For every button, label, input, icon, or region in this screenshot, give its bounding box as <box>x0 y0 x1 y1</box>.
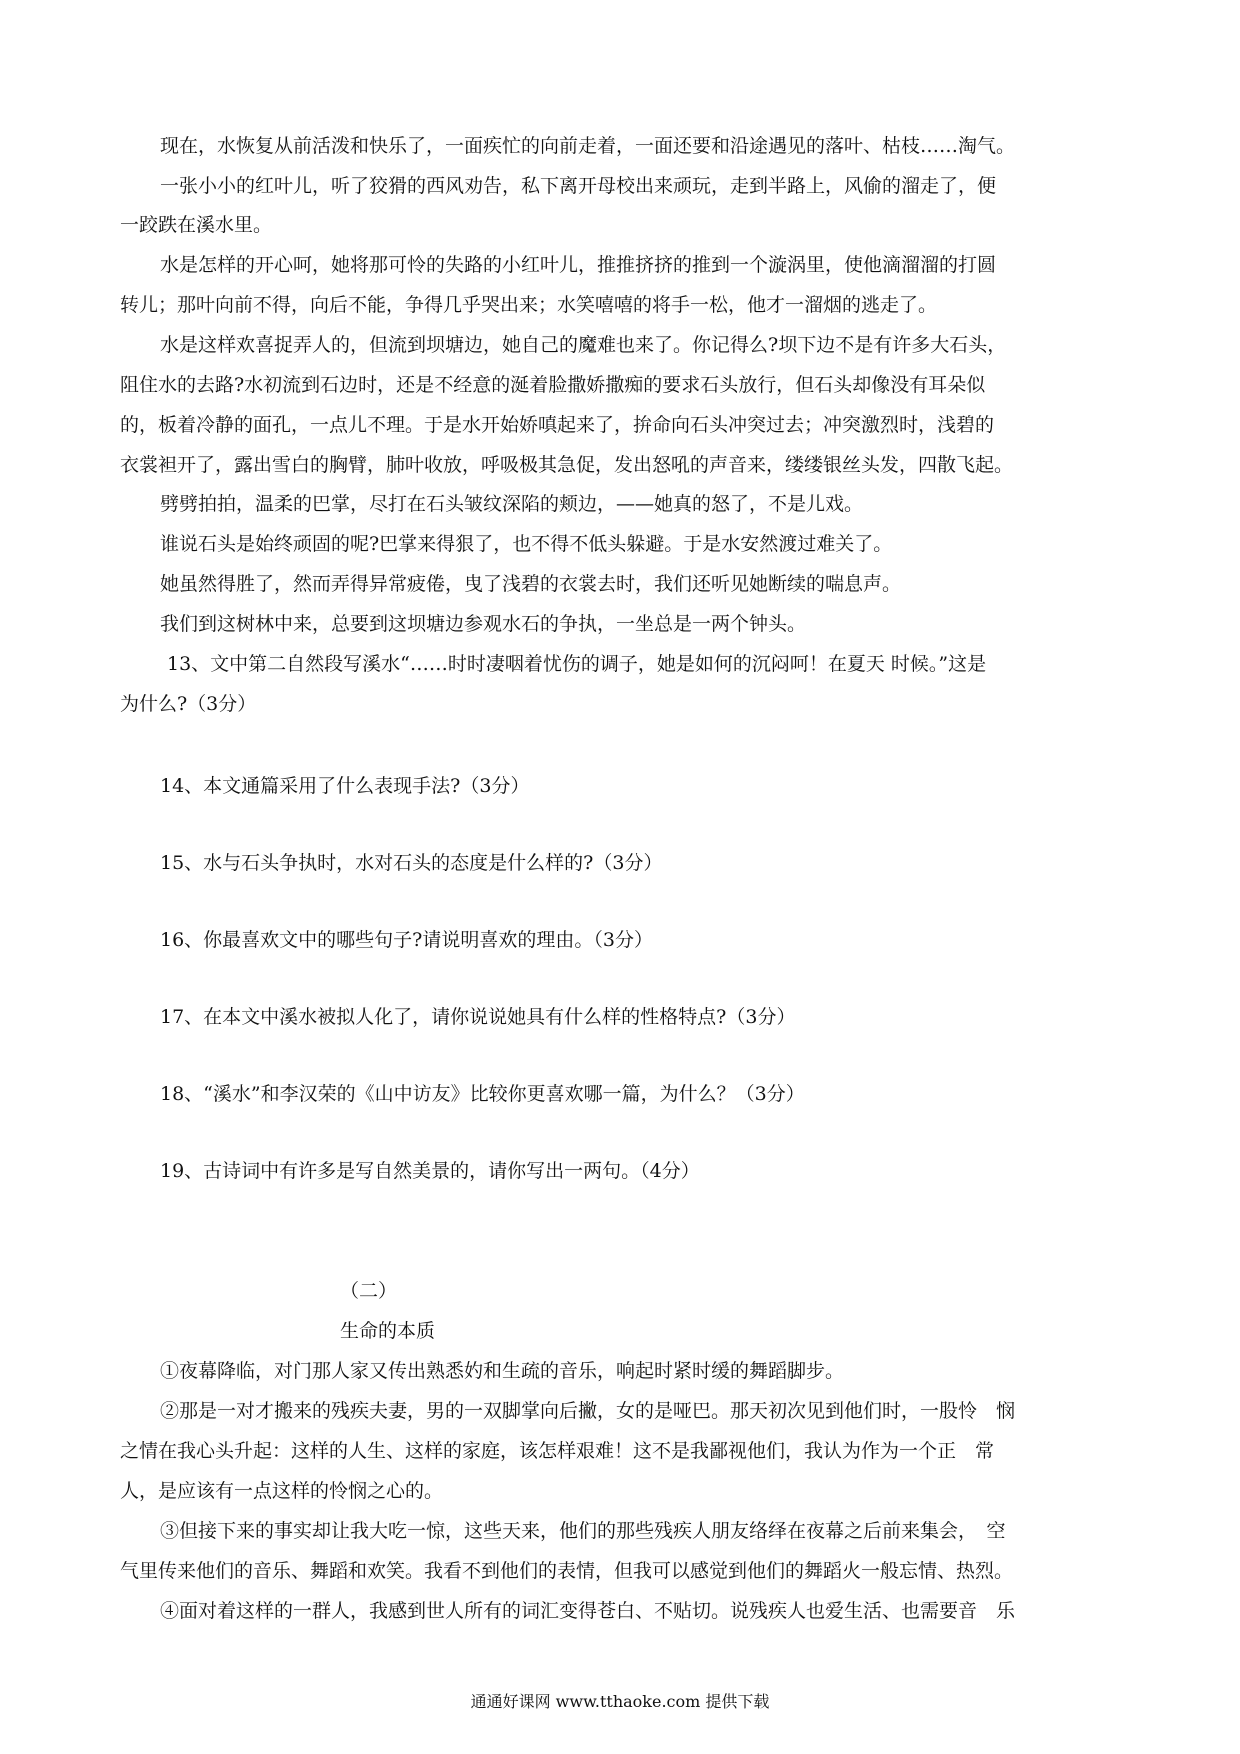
paragraph-line: 劈劈拍拍，温柔的巴掌，尽打在石头皱纹深陷的颊边，——她真的怒了，不是儿戏。 <box>160 493 864 515</box>
question-16: 16、你最喜欢文中的哪些句子?请说明喜欢的理由。（3分） <box>160 929 653 951</box>
section-title: 生命的本质 <box>340 1320 436 1342</box>
paragraph-line: 她虽然得胜了，然而弄得异常疲倦，曳了浅碧的衣裳去时，我们还听见她断续的喘息声。 <box>160 573 902 595</box>
paragraph-line: 一跤跌在溪水里。 <box>120 214 273 236</box>
paragraph-line: 人，是应该有一点这样的怜悯之心的。 <box>120 1480 444 1502</box>
paragraph-line: 现在，水恢复从前活泼和快乐了，一面疾忙的向前走着，一面还要和沿途遇见的落叶、枯枝……淘气。 <box>160 135 1016 157</box>
question-19: 19、古诗词中有许多是写自然美景的，请你写出一两句。（4分） <box>160 1160 700 1182</box>
paragraph-line: 我们到这树林中来，总要到这坝塘边参观水石的争执，一坐总是一两个钟头。 <box>160 613 807 635</box>
paragraph-line: 谁说石头是始终顽固的呢?巴掌来得狠了，也不得不低头躲避。于是水安然渡过难关了。 <box>160 533 893 555</box>
question-18: 18、“溪水”和李汉荣的《山中访友》比较你更喜欢哪一篇，为什么？（3分） <box>160 1083 805 1105</box>
paragraph-line: 转儿；那叶向前不得，向后不能，争得几乎哭出来；水笑嘻嘻的将手一松，他才一溜烟的逃走了。 <box>120 294 938 316</box>
section-number: （二） <box>340 1280 398 1302</box>
page-footer: 通通好课网 www.tthaoke.com 提供下载 <box>470 1692 770 1711</box>
paragraph-line: ②那是一对才搬来的残疾夫妻，男的一双脚掌向后撇，女的是哑巴。那天初次见到他们时，一股怜 悯 <box>160 1400 1016 1422</box>
paragraph-line: 阻住水的去路?水初流到石边时，还是不经意的涎着脸撒娇撒痴的要求石头放行，但石头却像没有耳朵似 <box>120 374 986 396</box>
paragraph-line: ①夜幕降临，对门那人家又传出熟悉妁和生疏的音乐，响起时紧时缓的舞蹈脚步。 <box>160 1360 845 1382</box>
paragraph-line: 的，板着冷静的面孔，一点儿不理。于是水开始娇嗔起来了，拚命向石头冲突过去；冲突激烈时，浅碧的 <box>120 414 995 436</box>
paragraph-line: ③但接下来的事实却让我大吃一惊，这些天来，他们的那些残疾人朋友络绎在夜幕之后前来集会， 空 <box>160 1520 1006 1542</box>
question-13-cont: 为什么?（3分） <box>120 693 257 715</box>
question-15: 15、水与石头争执时，水对石头的态度是什么样的?（3分） <box>160 852 663 874</box>
paragraph-line: 一张小小的红叶儿，听了狡猾的西风劝告，私下离开母校出来顽玩，走到半路上，风偷的溜走了，便 <box>160 175 997 197</box>
paragraph-line: 气里传来他们的音乐、舞蹈和欢笑。我看不到他们的表情，但我可以感觉到他们的舞蹈火一般忘情、热烈。 <box>120 1560 1014 1582</box>
question-14: 14、本文通篇采用了什么表现手法?（3分） <box>160 775 530 797</box>
paragraph-line: ④面对着这样的一群人，我感到世人所有的词汇变得苍白、不贴切。说残疾人也爱生活、也需要音 乐 <box>160 1600 1016 1622</box>
question-13: 13、文中第二自然段写溪水“……时时凄咽着忧伤的调子，她是如何的沉闷呵！在夏天 时候。”这是 <box>167 653 987 675</box>
paragraph-line: 水是怎样的开心呵，她将那可怜的失路的小红叶儿，推推挤挤的推到一个漩涡里，使他滴溜溜的打圆 <box>160 254 997 276</box>
paragraph-line: 衣裳袒开了，露出雪白的胸臂，肺叶收放，呼吸极其急促，发出怒吼的声音来，缕缕银丝头发，四散飞起。 <box>120 454 1014 476</box>
question-17: 17、在本文中溪水被拟人化了，请你说说她具有什么样的性格特点?（3分） <box>160 1006 796 1028</box>
paragraph-line: 之情在我心头升起：这样的人生、这样的家庭，该怎样艰难！这不是我鄙视他们，我认为作为一个正 常 <box>120 1440 995 1462</box>
paragraph-line: 水是这样欢喜捉弄人的，但流到坝塘边，她自己的魔难也来了。你记得么?坝下边不是有许多大石头， <box>160 334 1007 356</box>
